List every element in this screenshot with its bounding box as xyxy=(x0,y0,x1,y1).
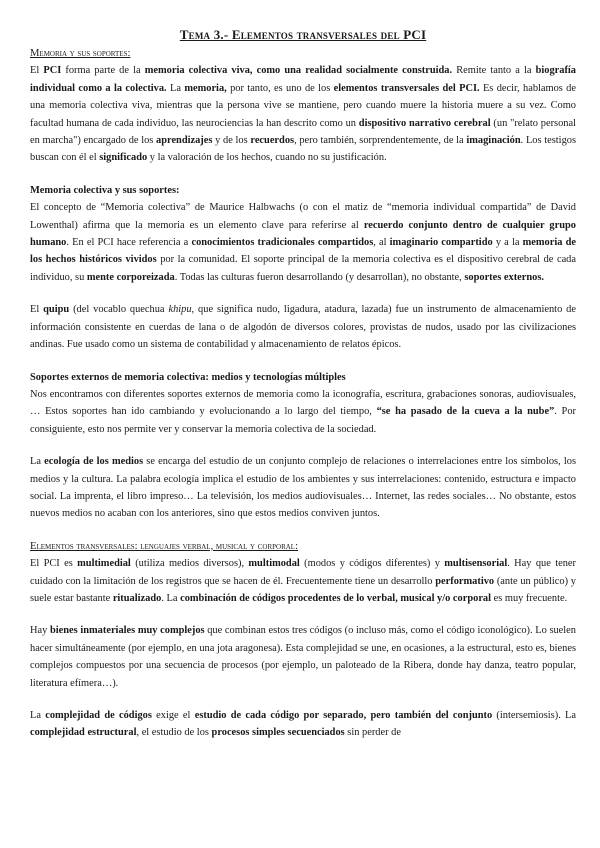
bold-text: soportes externos. xyxy=(464,271,545,283)
text-run: (utiliza medios diversos), xyxy=(130,558,249,570)
text-run: es muy frecuente. xyxy=(491,592,568,604)
bold-text: memoria de los hechos históricos vividos xyxy=(30,237,576,266)
text-run: El concepto de “Memoria colectiva” de Maurice Halbwachs (o con el matiz de “memoria individual compartida” de David Lowenthal) afirma que la memoria es un elemento clave para referirse al xyxy=(30,202,576,231)
text-run: , al xyxy=(373,237,390,249)
text-run: (modos y códigos diferentes) y xyxy=(299,558,445,570)
text-run: . En el PCI hace referencia a xyxy=(66,237,192,249)
text-run: sin perder de xyxy=(344,727,401,739)
text-run: , que significa nudo, ligadura, atadura, lazada) fue un instrumento de almacenamiento de información consistente en cuerdas de lana o de algodón de diversos colores, provistas de nudos, usado por las civilizaciones andinas. Fue usado como un sistema de contabilidad y almacenamiento de relatos épicos. xyxy=(30,304,576,351)
text-run: (intersemiosis). La xyxy=(492,710,577,721)
text-run: forma parte de la xyxy=(61,65,145,77)
bold-text: ritualizado xyxy=(112,592,162,604)
text-run: y la valoración de los hechos, cuando no su justificación. xyxy=(147,152,387,164)
text-run: El PCI es xyxy=(30,558,78,570)
paragraph xyxy=(30,707,576,742)
text-run: El xyxy=(30,304,44,316)
bold-text: “se ha pasado de la cueva a la nube” xyxy=(376,406,555,418)
paragraph xyxy=(30,555,576,607)
document-title: Tema 3.- Elementos transversales del PCI xyxy=(179,27,427,42)
subheading-soportes-externos: Soportes externos de memoria colectiva: medios y tecnologías múltiples xyxy=(30,371,346,383)
bold-text: imaginación xyxy=(466,135,521,147)
bold-text: performativo xyxy=(435,575,495,587)
text-run: , pero también, sorprendentemente, de la xyxy=(294,135,467,147)
text-run: . Todas las culturas fueron desarrollando (y desarrollan), no obstante, xyxy=(174,271,465,283)
bold-text: imaginario compartido xyxy=(389,237,493,249)
text-run: (ante un público) y suele estar bastante xyxy=(30,575,577,604)
text-run: (del vocablo quechua xyxy=(69,304,169,316)
text-run: . Hay que tener cuidado con la limitación de los registros que se hacen de él. Frecuentemente tiene un desarrollo xyxy=(30,558,576,587)
text-run: que combinan estos tres códigos (o incluso más, como el código iconológico). Lo suelen hacer simultáneamente (por ejemplo, en una jota aragonesa). Esta complejidad se une, en ocasiones, a la estructural, esto es, bienes complejos compuestos por una secuencia de procesos (por ejemplo, un paloteado de la Ribera, donde hay danza, teatro popular, literatura efímera…). xyxy=(30,625,576,689)
bold-text: combinación de códigos procedentes de lo verbal, musical y/o corporal xyxy=(180,592,492,604)
text-run: y de los xyxy=(212,135,251,147)
text-run: Es decir, hablamos de una memoria colectiva viva, mientras que la persona vive se mantiene, pero cuando muere la historia muere a su vez. Como facultad humana de cada individuo, las neurociencias la han descrito como un xyxy=(30,82,576,129)
bold-text: dispositivo narrativo cerebral xyxy=(358,117,491,129)
text-run: Remite tanto a la xyxy=(452,65,536,77)
bold-text: estudio de cada código por separado, pero también del conjunto xyxy=(194,710,493,721)
bold-text: recuerdos xyxy=(250,135,295,147)
text-run: . La xyxy=(161,592,181,604)
bold-text: conocimientos tradicionales compartidos xyxy=(191,237,374,249)
bold-text: complejidad de códigos xyxy=(45,710,152,721)
bold-text: ecología de los medios xyxy=(44,456,144,468)
text-run: exige el xyxy=(151,710,195,721)
bold-text: PCI xyxy=(43,65,62,77)
bold-text: elementos transversales del PCI. xyxy=(333,82,480,94)
text-run: . Por consiguiente, esto nos permite ver y conservar la memoria colectiva de la sociedad. xyxy=(30,406,576,435)
text-run: por la comunidad. El soporte principal de la memoria colectiva es el dispositivo cerebral de cada individuo, su xyxy=(30,254,576,283)
bold-text: biografía individual como a la colectiva. xyxy=(30,65,576,94)
bold-text: complejidad estructural xyxy=(30,727,137,739)
bold-text: memoria colectiva viva, como una realidad socialmente construida. xyxy=(144,65,453,77)
section-heading-memoria-soportes: Memoria y sus soportes: xyxy=(30,48,131,59)
bold-text: aprendizajes xyxy=(156,135,213,147)
paragraph xyxy=(30,62,576,166)
bold-text: memoria, xyxy=(184,82,227,94)
text-run: La xyxy=(166,82,185,94)
text-run: (un "relato personal en marcha") encargado de los xyxy=(30,117,576,147)
text-run: La xyxy=(30,456,45,468)
bold-text: multisensorial xyxy=(444,558,508,570)
paragraph xyxy=(30,386,576,438)
text-run: , el estudio de los xyxy=(136,727,212,739)
bold-text: mente corporeizada xyxy=(86,271,175,283)
bold-text: multimodal xyxy=(248,558,300,570)
text-run: El xyxy=(30,65,44,77)
text-run: se encarga del estudio de un conjunto complejo de relaciones o interrelaciones entre los símbolos, los medios y la cultura. La palabra ecología implica el estudio de los ambientes y sus interrelaciones: contenido, estructura e impacto social. La imprenta, el libro impreso… La televisión, los medios audiovisuales… Internet, las redes sociales… No obstante, estos nuevos medios no acaban con los anteriores, sino que estos medios conviven juntos. xyxy=(30,456,576,520)
paragraph xyxy=(30,453,576,523)
bold-text: quipu xyxy=(43,304,70,316)
bold-text: bienes inmateriales muy complejos xyxy=(49,625,205,637)
text-run: Hay xyxy=(30,625,50,637)
paragraph xyxy=(30,199,576,286)
text-run: y a la xyxy=(492,237,523,249)
bold-text: multimedial xyxy=(77,558,131,570)
bold-text: recuerdo conjunto dentro de cualquier grupo humano xyxy=(30,219,576,249)
subheading-memoria-colectiva: Memoria colectiva y sus soportes: xyxy=(30,184,180,196)
text-run: La xyxy=(30,710,46,721)
text-run: por tanto, es uno de los xyxy=(226,82,334,94)
paragraph xyxy=(30,622,576,692)
bold-text: procesos simples secuenciados xyxy=(211,727,345,739)
text-run: Nos encontramos con diferentes soportes externos de memoria como la iconografía, escritura, grabaciones sonoras, audiovisuales, … Estos soportes han ido cambiando y evolucionando a lo largo del tiempo, xyxy=(30,388,576,418)
paragraph xyxy=(30,301,576,353)
section-heading-elementos-transversales: Elementos transversales: lenguajes verbal, musical y corporal: xyxy=(30,540,299,552)
text-run: . Los testigos buscan con él el xyxy=(30,135,576,164)
italic-text: khipu xyxy=(168,304,192,316)
bold-text: significado xyxy=(99,152,148,164)
